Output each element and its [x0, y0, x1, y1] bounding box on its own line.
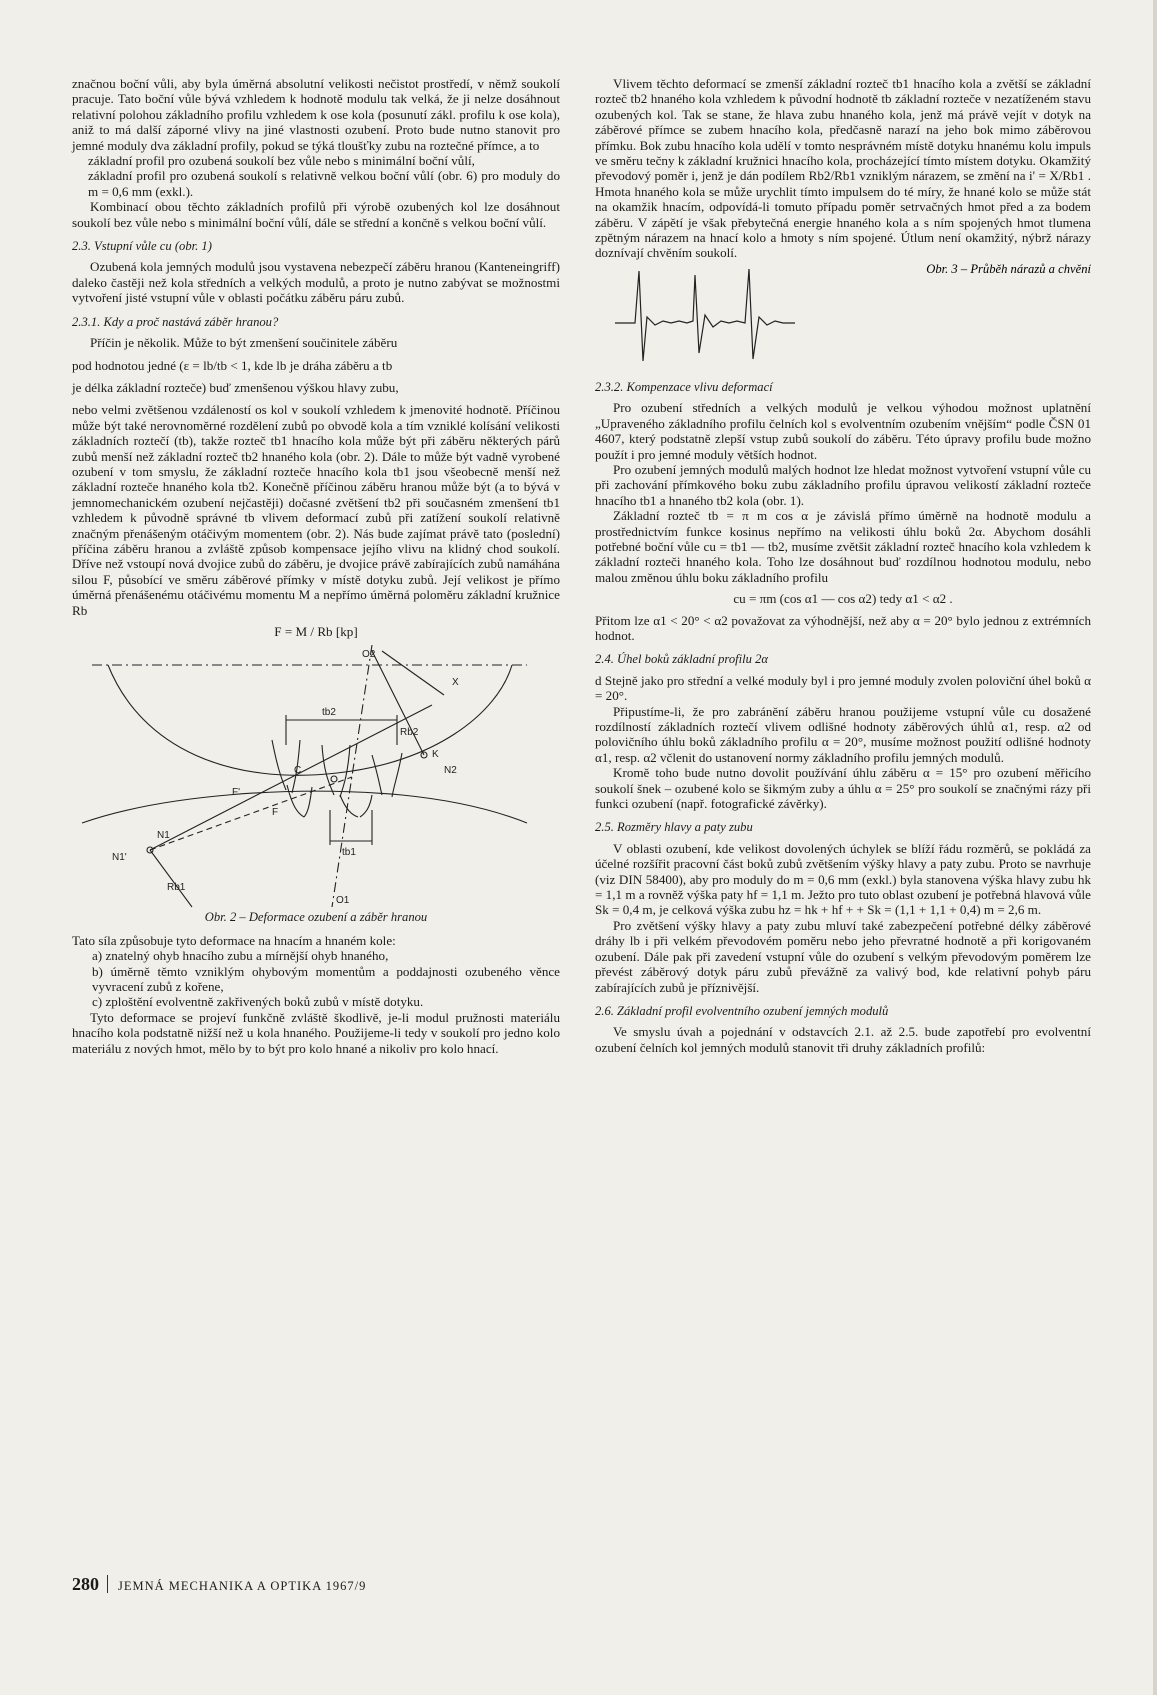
page-footer — [72, 1574, 366, 1595]
figure-3-caption: Obr. 3 – Průběh nárazů a chvění — [926, 261, 1091, 276]
section-heading: 2.3. Vstupní vůle cu (obr. 1) — [72, 239, 212, 254]
fig2-label: tb2 — [322, 707, 336, 719]
fig2-label: N1 — [157, 830, 170, 842]
paragraph: d Stejně jako pro střední a velké moduly byl i pro jemné moduly zvolen poloviční úhel boků α = 20°. — [595, 672, 1091, 704]
paragraph: Připustíme-li, že pro zabránění záběru hranou použijeme vstupní vůle cu dosažené rozdílností základních roztečí vlivem odlišné hodnoty záběrových úhlů α1, resp. α2 od polovičního úhlu boků základního profilu α = 20°, musíme možnost použití odlišné hodnoty α1, resp. α2 včlenit do ustanovení normy základního profilu jemných modulů. — [595, 703, 1091, 765]
paragraph: Základní rozteč tb = π m cos α je závislá přímo úměrně na hodnotě modulu a prostřednictvím funkce kosinus nepřímo na velikosti úhlu boků 2α. Abychom dosáhli potřebné boční vůle cu = tb1 — tb2, musíme zvětšit základní rozteč hnacího kola vzhledem k základní rozteči hnaného kola. Toho lze dosáhnout buď rozdílnou hodnotou modulu, nebo malou změnou úhlu boku základního profilu — [595, 508, 1091, 585]
section-heading: 2.5. Rozměry hlavy a paty zubu — [595, 820, 753, 835]
paragraph: Přitom lze α1 < 20° < α2 považovat za výhodnější, než aby α = 20° bylo jednou z extrémních hodnot. — [595, 612, 1091, 643]
fig2-label: tb1 — [342, 847, 356, 859]
figure-2-gear-deformation — [72, 645, 560, 910]
formula-line: je délka základní rozteče) buď zmenšenou výškou hlavy zubu, — [72, 379, 399, 395]
fig2-label: Rb2 — [400, 727, 419, 739]
paragraph: nebo velmi zvětšenou vzdáleností os kol v soukolí vzhledem k jmenovité hodnotě. Příčinou může být také nerovnoměrné rozdělení zubů po obvodě kola a tím vzniklé kolísání velikosti základních roztečí (tb), takže rozteč tb1 hnacího kola může být při záběru některých párů zubů menší než základní rozteč tb2 hnaného kola (obr. 2). Dále to může být vadně vyrobené ozubení v tom smyslu, že základní rozteče hnacího kola tb1 jsou všeobecně menší než základní rozteče hnaného kola tb2. Konečně příčinou záběru hranou může být (a to bývá v jemnomechanickém ozubení nejčastěji) dočasné zvětšení tb2 při současném zmenšení tb1 vzhledem k původně správné tb vlivem deformací zubů při zatížení soukolí relativně značným přenášeným otáčivým momentem (obr. 2). Nás bude zajímat právě tato (poslední) příčina záběru hranou a zvláště způsob kompensace jejího vlivu na klidný chod soukolí. Dříve než vstoupí nová dvojice zubů do záběru, je dvojice právě zabírajících zubů namáhána silou F, působící ve směru záběrové přímky v místě dotyku zubů. Její velikost je přímo úměrná přenášenému otáčivému momentu M a nepřímo úměrná poloměru základní kružnice Rb — [72, 402, 560, 618]
section-heading: 2.6. Základní profil evolventního ozubení jemných modulů — [595, 1003, 889, 1018]
fig2-label: O2 — [362, 649, 376, 661]
figure-2-caption: Obr. 2 – Deformace ozubení a záběr hranou — [204, 910, 428, 925]
divider — [107, 1575, 108, 1593]
section-heading: 2.4. Úhel boků základní profilu 2α — [595, 652, 768, 667]
section-heading: 2.3.1. Kdy a proč nastává záběr hranou? — [72, 314, 279, 329]
equation: F = M / Rb [kp] — [274, 624, 358, 639]
fig2-label: C — [294, 765, 302, 777]
fig2-label: F' — [232, 787, 241, 799]
section-heading: 2.3.2. Kompenzace vlivu deformací — [595, 379, 773, 394]
paragraph: značnou boční vůli, aby byla úměrná absolutní velikosti nečistot prostředí, v němž soukolí pracuje. Tato boční vůle bývá vzhledem k hodnotě modulu tak velká, že ji nelze dosáhnout relativní polohou základního profilu vzhledem k ose kola (posunutí zákl. profilu k ose kola), aniž to má další záporné vlivy na jiné vlastnosti ozubení. Proto bude nutno stanovit pro jemné moduly dva základní profily, pokud se týká tloušťky zubu na roztečné přímce, a to — [72, 76, 560, 153]
paragraph: Tyto deformace se projeví funkčně zvláště škodlivě, je-li modul pružnosti materiálu hnacího kola podstatně nižší než u kola hnaného. Použijeme-li tedy v soukolí pro jedno kolo materiálu z nových hmot, mělo by to být pro kolo hnané a nikoliv pro kolo hnací. — [72, 1009, 560, 1056]
paragraph: Vlivem těchto deformací se zmenší základní rozteč tb1 hnacího kola a zvětší se základní rozteč tb2 hnaného kola vzhledem k původní hodnotě tb základní rozteče v nezatíženém stavu ozubených kol. Tak se stane, že hlava zubu hnaného kola, jenž má právě vejít v dotyk na záběrové přímce se zubem hnacího kola, předčasně narazí na jeho bok mimo záběrovou přímku. Bok zubu hnacího kola udělí v tomto nesprávném místě dotyku hnanému kolu impuls ve směru tečny k základní kružnici hnacího kola, procházející tímto místem dotyku. Okamžitý převodový poměr i, jenž je dán podílem Rb2/Rb1 vzniklým nárazem, se změní na i' = X/Rb1 . Hmota hnaného kola se může urychlit tímto impulsem do té míry, že hnané kolo se může stát na okamžik hnacím, odpovídá-li tomuto případu poměr setrvačných hmot před a za bodem záběru. V zápětí je však přebytečná energie hnaného kola a s ním spojených hmot tlumena zpětným nárazem na hnací kolo a hmoty s ním spojené. Útlum není okamžitý, nýbrž nárazy doznívají chvěním soukolí. — [595, 76, 1091, 261]
formula-line: pod hodnotou jedné (ε = lb/tb < 1, kde lb je dráha záběru a tb — [72, 357, 393, 373]
paragraph: Ve smyslu úvah a pojednání v odstavcích 2.1. až 2.5. bude zapotřebí pro evolventní ozubení čelních kol jemných modulů stanovit tři druhy základních profilů: — [595, 1024, 1091, 1055]
fig2-label: X — [452, 677, 459, 689]
page-number: 280 — [72, 1574, 99, 1594]
list-item: b) úměrně těmto vzniklým ohybovým momentům a poddajnosti ozubeného věnce vyvracení zubů z kořene, — [92, 963, 560, 995]
fig2-label: K — [432, 749, 439, 761]
paragraph: Pro ozubení středních a velkých modulů je velkou výhodou možnost uplatnění „Upraveného základního profilu čelních kol s evolventním ozubením vnějším“ podle ČSN 01 4607, který podstatně zlepší vstup zubů soukolí do záběru. Této úpravy profilu bude možno použít i pro jemné moduly větších hodnot. — [595, 400, 1091, 462]
equation: cu = πm (cos α1 — cos α2) tedy α1 < α2 . — [733, 591, 953, 607]
list-item: základní profil pro ozubená soukolí bez vůle nebo s minimální boční vůlí, — [88, 153, 475, 169]
paragraph: Kromě toho bude nutno dovolit používání úhlu záběru α = 15° pro ozubení měřicího soukolí šnek – ozubené kolo se šikmým zuby a úhlu α = 25° pro soukolí se značnými rázy při funkci ozubení (např. fotografické závěrky). — [595, 765, 1091, 812]
paragraph: Tato síla způsobuje tyto deformace na hnacím a hnaném kole: — [72, 932, 396, 948]
list-item: c) zploštění evolventně zakřivených boků zubů v místě dotyku. — [92, 994, 424, 1010]
right-column — [595, 76, 1091, 1055]
left-column — [72, 76, 560, 1056]
page-edge — [1153, 0, 1157, 1695]
paragraph: V oblasti ozubení, kde velikost dovolených úchylek se blíží řádu rozměrů, se pokládá za účelné rozšířit pracovní část boků zubů zvětšením výšky hlavy a paty zubu. Proto se navrhuje (viz DIN 58400), aby pro moduly do m = 0,6 mm (exkl.) byla stanovena výška hlavy zubu hk = 1,1 m a rovněž výška paty hf = 1,1 m. Ježto pro tuto oblast ozubení je potřebná hlavová vůle Sk = 0,4 m, je celková výška zubu hz = hk + hf + + Sk = (1,1 + 1,1 + 0,4) m = 2,6 m. — [595, 840, 1091, 918]
paragraph: Pro ozubení jemných modulů malých hodnot lze hledat možnost vytvoření vstupní vůle cu při zachování přímkového boku zubu základního profilu úpravou velikostí základní rozteče hnacího tb1 a hnaného tb2 kola (obr. 1). — [595, 461, 1091, 508]
paragraph: Příčin je několik. Může to být zmenšení součinitele záběru — [90, 335, 398, 351]
paragraph: Pro zvětšení výšky hlavy a paty zubu mluví také zabezpečení potřebné délky záběrové dráhy lb i při velkém převodovém poměru nebo jeho převratné hodnotě a při korigovaném ozubení. Dále pak při zavedení vstupní vůle do ozubení s velkým převodovým poměrem lze převést záběrový dotyk páru zubů převážně za valivý bod, kde relativní pohyb páru zabírajících zubů je příznivější. — [595, 917, 1091, 995]
fig2-label: F — [272, 807, 279, 819]
fig2-label: N1' — [112, 852, 127, 864]
journal-name: JEMNÁ MECHANIKA A OPTIKA 1967/9 — [118, 1579, 367, 1593]
list-item: a) znatelný ohyb hnacího zubu a mírnější ohyb hnaného, — [92, 948, 389, 964]
fig2-label: Rb1 — [167, 882, 186, 894]
fig2-label: N2 — [444, 765, 457, 777]
figure-3-impact-oscillation — [595, 261, 1091, 371]
fig2-label: O1 — [336, 895, 350, 907]
paragraph: Kombinací obou těchto základních profilů při výrobě ozubených kol lze dosáhnout soukolí bez vůle nebo s minimální boční vůlí, dále se střední a končně s velkou boční vůlí. — [72, 199, 560, 230]
list-item: základní profil pro ozubená soukolí s relativně velkou boční vůlí (obr. 6) pro moduly do m = 0,6 mm (exkl.). — [88, 168, 560, 199]
paragraph: Ozubená kola jemných modulů jsou vystavena nebezpečí záběru hranou (Kanteneingriff) daleko častěji než kola středních a velkých modulů, a proto je nutno zabývat se možnostmi vytvoření jisté vstupní vůle v oblasti počátku záběru páru zubů. — [72, 259, 560, 306]
